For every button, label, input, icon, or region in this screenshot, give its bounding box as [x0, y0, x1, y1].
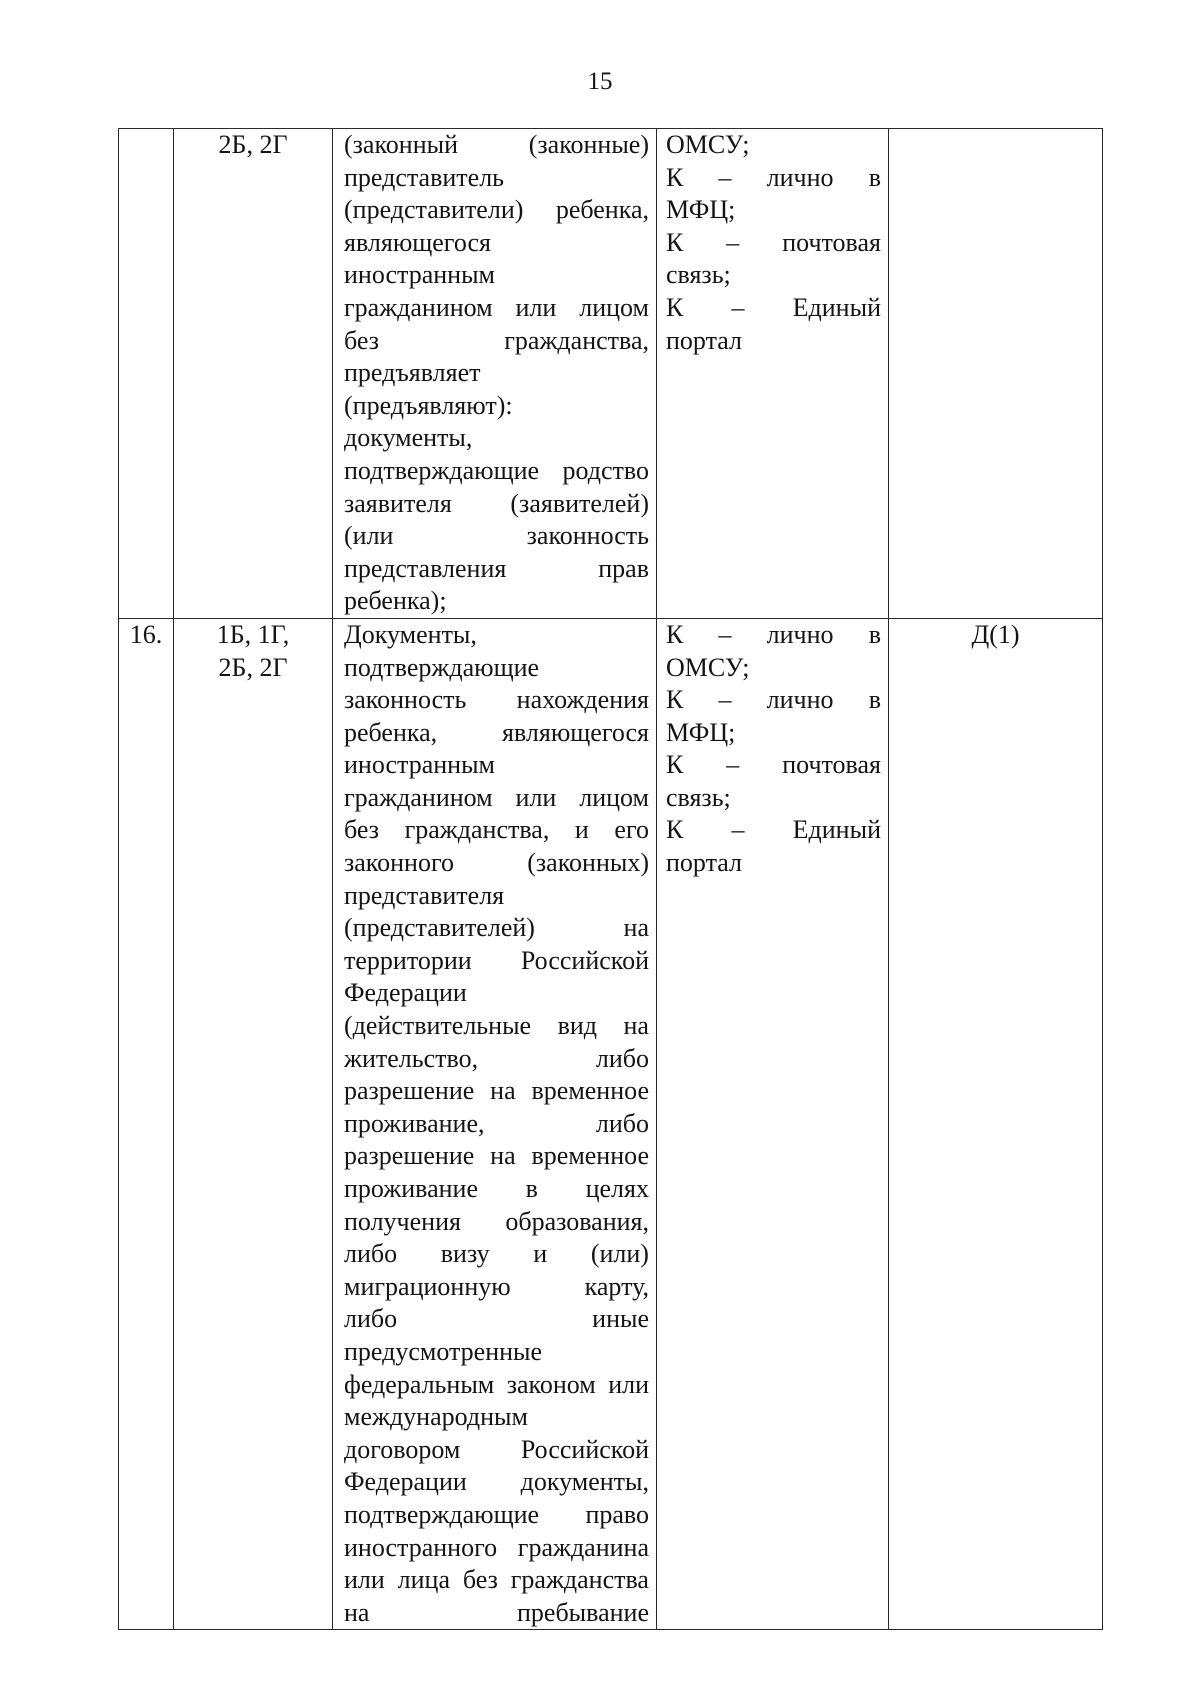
text-line: на пребывание [344, 1597, 649, 1627]
documents-table [118, 128, 1103, 1630]
text-line: миграционную карту, [344, 1271, 649, 1301]
text-line: заявителя (заявителей) [344, 488, 649, 518]
text-line: проживание, либо [344, 1108, 649, 1138]
text-line: ребенка, являющегося [344, 717, 649, 747]
code-line: 2Б, 2Г [218, 652, 288, 682]
text-line: представления прав [344, 553, 649, 583]
text-line: представителя [344, 880, 505, 910]
text-line: К – Единый [666, 292, 881, 322]
text-line: жительство, либо [344, 1043, 649, 1073]
text-line: связь; [666, 782, 731, 812]
text-line: являющегося [344, 227, 491, 257]
cell-number: 16. [119, 618, 174, 1629]
text-line: (законный (законные) [344, 130, 649, 159]
text-line: федеральным законом или [344, 1369, 649, 1399]
text-line: МФЦ; [666, 717, 736, 747]
text-line: или лица без гражданства [344, 1565, 649, 1595]
text-line: представитель [344, 162, 505, 192]
text-line: гражданином или лицом [344, 782, 649, 812]
table-row [119, 618, 1103, 1629]
text-line: Федерации [344, 978, 467, 1008]
text-line: получения образования, [344, 1206, 649, 1236]
text-line: К – почтовая [666, 227, 881, 257]
text-line: Федерации документы, [344, 1467, 649, 1497]
cell-number [119, 129, 174, 619]
cell-codes [174, 129, 333, 619]
text-line: предусмотренные [344, 1336, 543, 1366]
text-line: ОМСУ; [666, 130, 750, 159]
cell-description [333, 618, 657, 1629]
code-line: 1Б, 1Г, [216, 619, 290, 649]
cell-submission-ways [657, 618, 889, 1629]
text-line: (действительные вид на [344, 1011, 649, 1041]
text-line: разрешение на временное [344, 1076, 649, 1106]
text-line: гражданином или лицом [344, 292, 649, 322]
text-line: (предъявляют): [344, 390, 513, 420]
text-line: иностранным [344, 260, 495, 290]
text-line: договором Российской [344, 1434, 649, 1464]
text-line: К – лично в [666, 619, 881, 649]
text-line: подтверждающие [344, 652, 540, 682]
text-line: К – лично в [666, 685, 881, 715]
text-line: Документы, [344, 619, 477, 649]
text-line: международным [344, 1402, 528, 1432]
text-line: предъявляет [344, 358, 481, 388]
text-line: ОМСУ; [666, 652, 750, 682]
text-line: подтверждающие родство [344, 455, 649, 485]
text-line: без гражданства, и его [344, 815, 649, 845]
text-line: либо иные [344, 1304, 649, 1334]
page-number: 15 [587, 68, 613, 95]
text-line: К – лично в [666, 162, 881, 192]
text-line: законность нахождения [344, 685, 649, 715]
cell-note [889, 129, 1103, 619]
text-line: ребенка); [344, 586, 447, 616]
code-line: 2Б, 2Г [218, 130, 288, 159]
text-line: разрешение на временное [344, 1141, 649, 1171]
text-line: иностранного гражданина [344, 1532, 649, 1562]
text-line: территории Российской [344, 945, 649, 975]
text-line: (или законность [344, 521, 649, 551]
text-line: либо визу и (или) [344, 1239, 649, 1269]
text-line: проживание в целях [344, 1174, 649, 1203]
text-line: портал [666, 848, 742, 878]
text-line: иностранным [344, 750, 495, 780]
table-row [119, 129, 1103, 619]
text-line: К – Единый [666, 815, 881, 845]
text-line: законного (законных) [344, 848, 649, 878]
cell-note: Д(1) [889, 618, 1103, 1629]
text-line: документы, [344, 423, 473, 453]
text-line: портал [666, 325, 742, 355]
text-line: К – почтовая [666, 750, 881, 780]
text-line: без гражданства, [344, 325, 649, 355]
text-line: (представители) ребенка, [344, 195, 649, 225]
text-line: связь; [666, 260, 731, 290]
cell-submission-ways [657, 129, 889, 619]
text-line: МФЦ; [666, 195, 736, 225]
cell-description [333, 129, 657, 619]
cell-codes [174, 618, 333, 1629]
text-line: подтверждающие право [344, 1499, 649, 1529]
text-line: (представителей) на [344, 913, 649, 943]
